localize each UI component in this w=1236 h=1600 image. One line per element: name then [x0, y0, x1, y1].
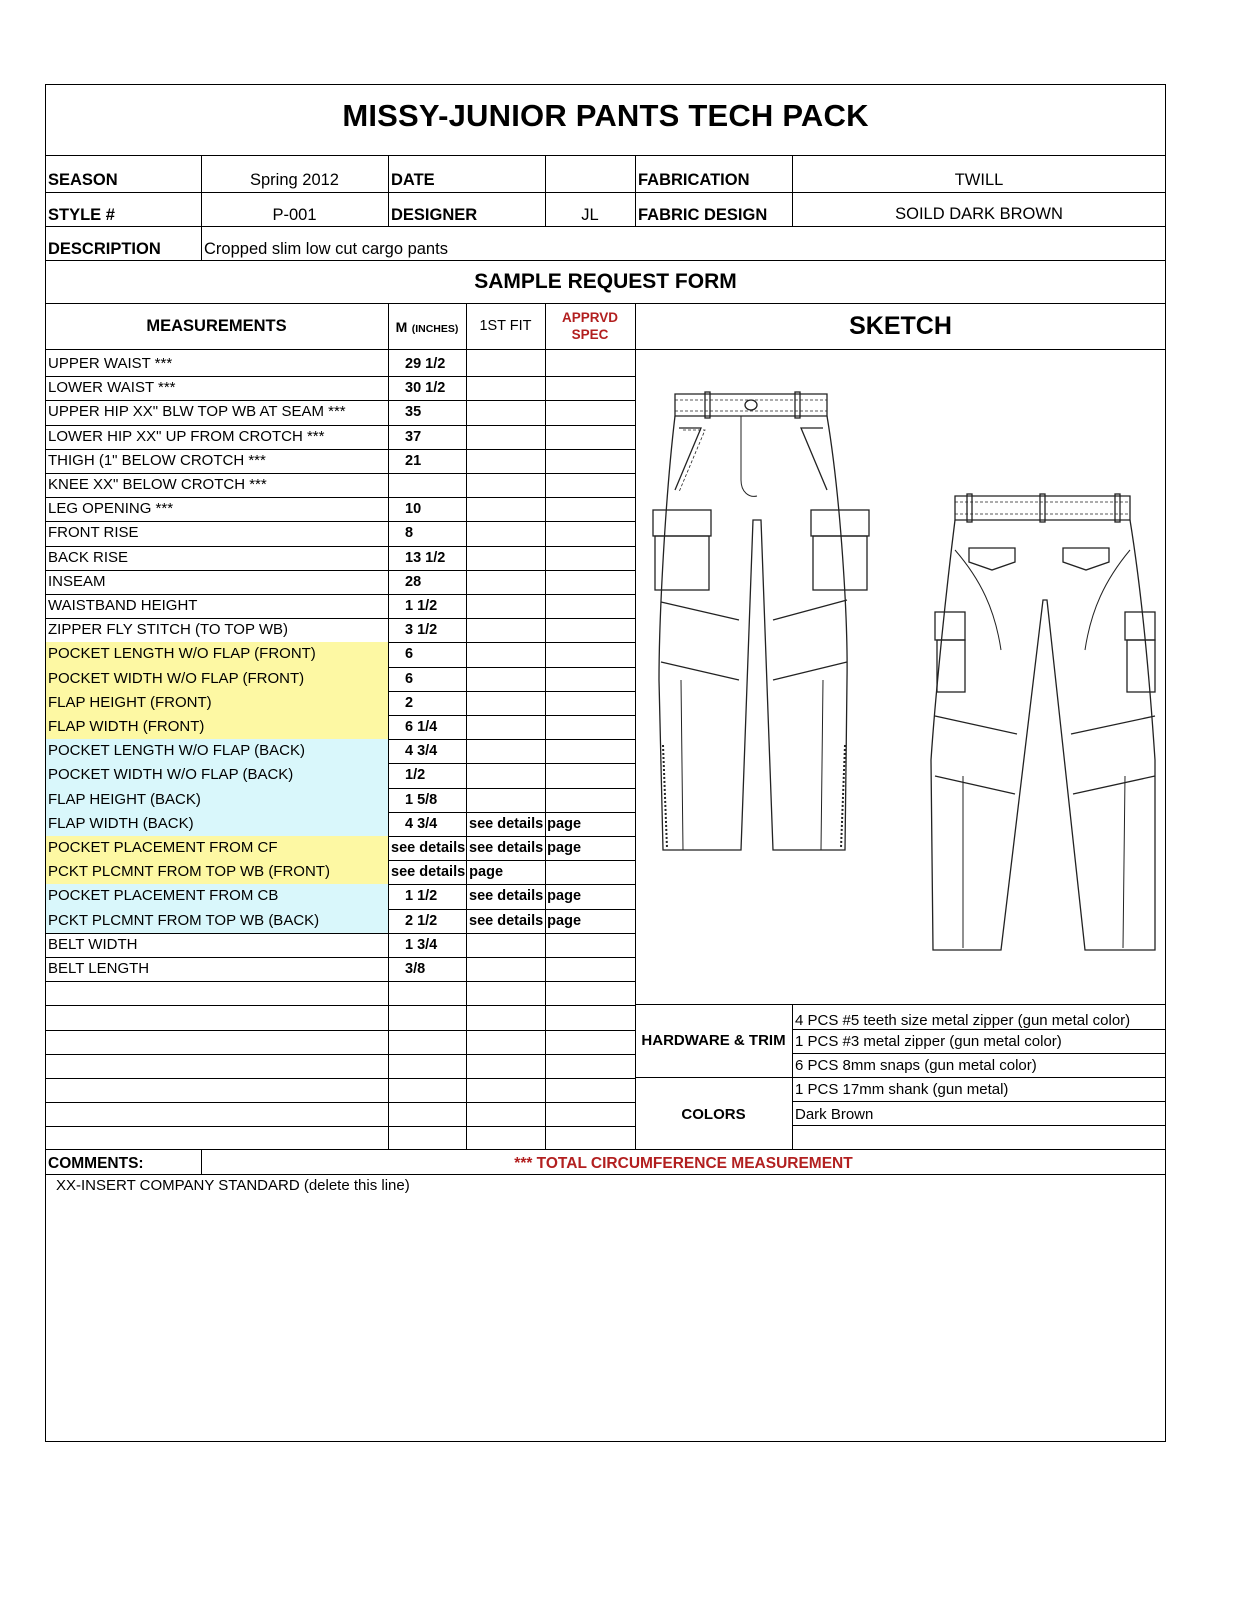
- measurement-name: POCKET WIDTH W/O FLAP (FRONT): [48, 669, 305, 687]
- front-pants-drawing: [653, 392, 869, 850]
- divider: [45, 192, 1166, 193]
- knee-panel-left: [661, 602, 739, 680]
- measurement-name: INSEAM: [48, 572, 106, 590]
- measurement-name: KNEE XX" BELOW CROTCH ***: [48, 476, 267, 493]
- season-label: SEASON: [48, 171, 118, 189]
- sample-request-title: SAMPLE REQUEST FORM: [474, 270, 737, 293]
- belt-loop: [1115, 494, 1120, 522]
- front-cargo-pocket-right: [813, 536, 867, 590]
- divider: [635, 155, 636, 226]
- fabric-design-label: FABRIC DESIGN: [638, 206, 768, 224]
- divider: [45, 349, 1166, 350]
- front-cargo-flap-left: [653, 510, 711, 536]
- divider: [45, 303, 1166, 304]
- measurement-value[interactable]: 6 1/4: [405, 719, 438, 735]
- measurement-name: LOWER HIP XX" UP FROM CROTCH ***: [48, 427, 325, 445]
- fabric-design-value: SOILD DARK BROWN: [895, 205, 1063, 223]
- hardware-label: HARDWARE & TRIM: [641, 1032, 786, 1049]
- description-value: Cropped slim low cut cargo pants: [204, 240, 448, 258]
- divider: [635, 1004, 1166, 1005]
- apprvd-line2: SPEC: [571, 327, 609, 342]
- measurement-value[interactable]: 29 1/2: [405, 356, 446, 372]
- first-fit-header: 1ST FIT: [479, 318, 532, 334]
- hardware-item: 4 PCS #5 teeth size metal zipper (gun metal color): [795, 1012, 1131, 1029]
- measurement-value[interactable]: 28: [405, 573, 422, 590]
- divider: [45, 155, 1166, 156]
- measurement-value[interactable]: 1 1/2: [405, 598, 438, 614]
- measurement-name: POCKET PLACEMENT FROM CB: [48, 887, 279, 905]
- apprvd-spec-header: [545, 309, 635, 343]
- divider: [635, 1077, 1166, 1078]
- divider: [388, 155, 389, 226]
- measurement-name: POCKET LENGTH W/O FLAP (BACK): [48, 742, 305, 760]
- colors-label: COLORS: [681, 1106, 746, 1123]
- measurement-value[interactable]: 10: [405, 501, 422, 518]
- divider: [792, 1029, 1166, 1030]
- back-pocket-flap-right: [1063, 548, 1109, 570]
- style-label: STYLE #: [48, 206, 115, 224]
- m-unit: (INCHES): [411, 323, 459, 335]
- m-header: [388, 319, 466, 337]
- measurement-name: FLAP HEIGHT (BACK): [48, 790, 201, 808]
- measurement-name: LEG OPENING ***: [48, 500, 174, 518]
- measurement-value[interactable]: 1 1/2: [405, 888, 438, 905]
- page-title: MISSY-JUNIOR PANTS TECH PACK: [342, 98, 869, 133]
- measurement-value[interactable]: 8: [405, 525, 414, 542]
- front-waistband: [675, 394, 827, 416]
- measurement-name: LOWER WAIST ***: [48, 379, 176, 397]
- measurement-name: FRONT RISE: [48, 524, 139, 542]
- measurement-name: FLAP WIDTH (BACK): [48, 814, 194, 832]
- measurement-name: FLAP HEIGHT (FRONT): [48, 693, 212, 711]
- measurement-name: UPPER WAIST ***: [48, 355, 173, 372]
- back-cargo-flap-right: [1125, 612, 1155, 640]
- measurement-name: POCKET LENGTH W/O FLAP (FRONT): [48, 645, 316, 663]
- measurement-value[interactable]: 3 1/2: [405, 622, 438, 639]
- first-fit-value[interactable]: see details page: [469, 888, 582, 905]
- sketch-title: SKETCH: [849, 312, 952, 340]
- circumference-note: *** TOTAL CIRCUMFERENCE MEASUREMENT: [514, 1155, 853, 1172]
- measurement-name: WAISTBAND HEIGHT: [48, 597, 198, 614]
- divider: [466, 303, 467, 1149]
- belt-loop: [705, 392, 710, 418]
- back-waistband: [955, 496, 1130, 520]
- divider: [45, 260, 1166, 261]
- divider: [45, 1054, 635, 1055]
- first-fit-value[interactable]: see details page: [469, 840, 582, 856]
- first-fit-value[interactable]: see details page: [469, 815, 582, 832]
- measurement-value[interactable]: 37: [405, 428, 422, 445]
- season-value: Spring 2012: [250, 171, 339, 189]
- front-zip-left: [675, 428, 701, 490]
- fabrication-value: TWILL: [954, 171, 1004, 189]
- measurement-value[interactable]: 30 1/2: [405, 380, 446, 397]
- belt-loop: [795, 392, 800, 418]
- back-pants-drawing: [931, 494, 1155, 950]
- measurement-name: FLAP WIDTH (FRONT): [48, 718, 205, 735]
- style-value: P-001: [272, 206, 317, 224]
- measurement-value[interactable]: 1 5/8: [405, 791, 438, 808]
- divider: [45, 226, 1166, 227]
- measurement-name: BACK RISE: [48, 548, 129, 566]
- divider: [545, 303, 546, 1149]
- divider: [792, 1125, 1166, 1126]
- measurement-name: POCKET PLACEMENT FROM CF: [48, 839, 278, 856]
- measurement-value[interactable]: 2 1/2: [405, 912, 438, 929]
- back-pocket-flap-left: [969, 548, 1015, 570]
- fabrication-label: FABRICATION: [638, 171, 750, 189]
- divider: [45, 1005, 635, 1006]
- divider: [45, 1126, 635, 1127]
- measurement-value[interactable]: 6: [405, 670, 414, 687]
- measurement-value[interactable]: 1/2: [405, 767, 426, 784]
- front-outline: [659, 416, 847, 850]
- measurement-value[interactable]: 4 3/4: [405, 743, 438, 760]
- apprvd-line1: APPRVD: [561, 310, 619, 325]
- measurement-name: THIGH (1" BELOW CROTCH ***: [48, 451, 266, 469]
- knee-panel-right: [773, 600, 847, 680]
- comments-label: COMMENTS:: [48, 1155, 144, 1172]
- back-cargo-pocket-left: [937, 640, 965, 692]
- divider: [45, 1078, 635, 1079]
- front-button-icon: [745, 400, 757, 410]
- measurement-name: PCKT PLCMNT FROM TOP WB (BACK): [48, 911, 320, 929]
- measurement-value[interactable]: 4 3/4: [405, 815, 438, 832]
- measurement-name: POCKET WIDTH W/O FLAP (BACK): [48, 766, 294, 784]
- description-label: DESCRIPTION: [48, 240, 161, 258]
- measurement-name: UPPER HIP XX" BLW TOP WB AT SEAM ***: [48, 403, 346, 421]
- divider: [635, 303, 636, 1149]
- divider: [45, 1149, 1166, 1150]
- measurement-name: ZIPPER FLY STITCH (TO TOP WB): [48, 621, 289, 639]
- divider: [792, 1101, 1166, 1102]
- designer-value: JL: [581, 206, 599, 224]
- divider: [792, 1053, 1166, 1054]
- back-outline: [931, 520, 1155, 950]
- measurement-value[interactable]: 2: [405, 694, 414, 711]
- measurement-name: PCKT PLCMNT FROM TOP WB (FRONT): [48, 863, 330, 881]
- measurement-value[interactable]: 6: [405, 646, 414, 663]
- pants-sketch: [645, 380, 1165, 980]
- measurement-value[interactable]: 35: [405, 404, 422, 421]
- belt-loop: [1040, 494, 1045, 522]
- measurement-value[interactable]: 3/8: [405, 961, 426, 977]
- date-label: DATE: [391, 171, 435, 189]
- hardware-item: 1 PCS #3 metal zipper (gun metal color): [795, 1033, 1062, 1050]
- measurement-value[interactable]: 1 3/4: [405, 936, 438, 953]
- divider: [45, 1102, 635, 1103]
- measurements-header: MEASUREMENTS: [146, 317, 287, 335]
- measurement-value[interactable]: 21: [405, 452, 422, 469]
- comments-text[interactable]: XX-INSERT COMPANY STANDARD (delete this line): [56, 1177, 410, 1194]
- back-cargo-flap-left: [935, 612, 965, 640]
- divider: [45, 1174, 1166, 1175]
- back-cargo-pocket-right: [1127, 640, 1155, 692]
- divider: [45, 1030, 635, 1031]
- hardware-item: 6 PCS 8mm snaps (gun metal color): [795, 1057, 1037, 1074]
- measurement-value[interactable]: see details page: [391, 864, 504, 881]
- front-zip-right: [801, 428, 827, 490]
- color-item: Dark Brown: [795, 1106, 874, 1123]
- divider: [388, 303, 389, 1149]
- measurement-name: BELT WIDTH: [48, 935, 138, 953]
- hardware-item: 1 PCS 17mm shank (gun metal): [795, 1081, 1009, 1098]
- first-fit-value[interactable]: see details page: [469, 912, 582, 929]
- designer-label: DESIGNER: [391, 206, 478, 224]
- divider: [45, 981, 635, 982]
- measurement-name: BELT LENGTH: [48, 960, 150, 977]
- belt-loop: [967, 494, 972, 522]
- m-label: M: [395, 319, 408, 335]
- measurement-value[interactable]: see details: [391, 840, 466, 856]
- measurement-value[interactable]: 13 1/2: [405, 549, 446, 566]
